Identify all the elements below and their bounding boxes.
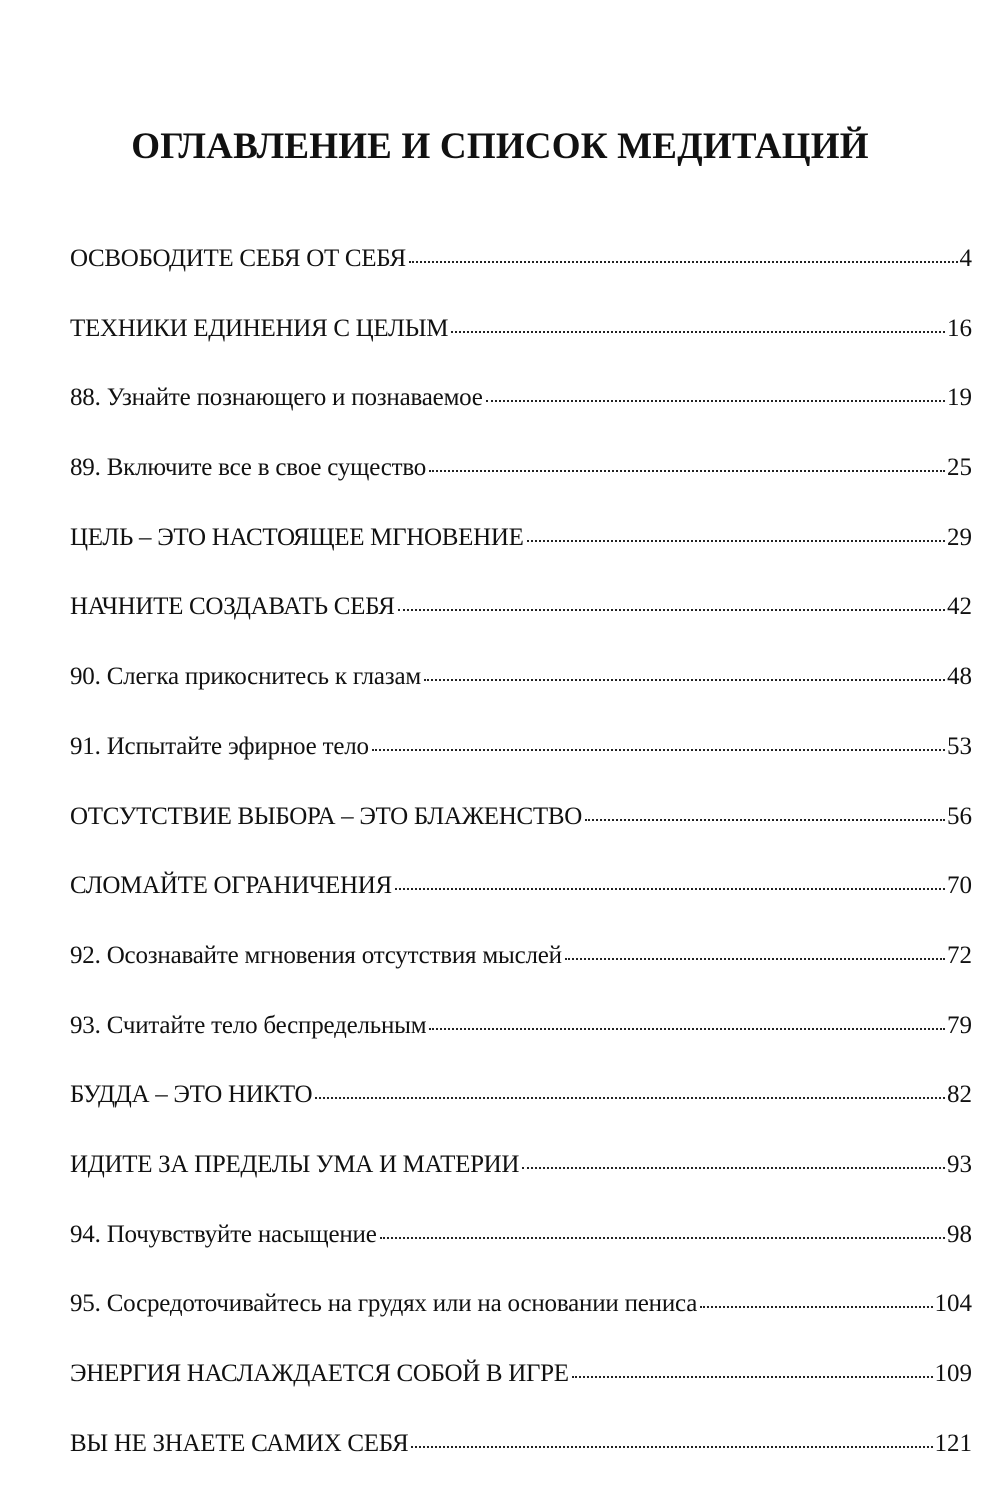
toc-entry[interactable]	[70, 316, 972, 386]
toc-page-number: 93	[947, 1150, 972, 1178]
toc-entry[interactable]	[70, 873, 972, 943]
toc-page-number: 56	[947, 802, 972, 830]
dot-leader	[572, 1376, 933, 1378]
toc-entry[interactable]	[70, 1082, 972, 1152]
toc-page-number: 121	[934, 1429, 972, 1457]
dot-leader	[424, 679, 945, 681]
toc-page-number: 48	[947, 663, 972, 691]
dot-leader	[486, 400, 945, 402]
toc-entry[interactable]	[70, 594, 972, 664]
toc-entry-label: ВЫ НЕ ЗНАЕТЕ САМИХ СЕБЯ	[70, 1429, 409, 1457]
toc-entry-label: 92. Осознавайте мгновения отсутствия мыслей	[70, 941, 562, 969]
toc-entry-label: 90. Слегка прикоснитесь к глазам	[70, 663, 421, 691]
toc-entry[interactable]	[70, 1013, 972, 1083]
toc-entry-label: 95. Сосредоточивайтесь на грудях или на основании пениса	[70, 1290, 698, 1318]
dot-leader	[527, 540, 945, 542]
dot-leader	[565, 958, 945, 960]
toc-entry-label: 94. Почувствуйте насыщение	[70, 1220, 377, 1248]
toc-entry[interactable]	[70, 734, 972, 804]
toc-page-number: 29	[947, 523, 972, 551]
dot-leader	[372, 749, 945, 751]
toc-entry[interactable]	[70, 664, 972, 734]
toc-entry[interactable]	[70, 246, 972, 316]
toc-entry-label: ОТСУТСТВИЕ ВЫБОРА – ЭТО БЛАЖЕНСТВО	[70, 802, 583, 830]
dot-leader	[700, 1306, 932, 1308]
toc-page-number: 16	[947, 314, 972, 342]
toc-page-number: 70	[947, 872, 972, 900]
toc-entry-label: 91. Испытайте эфирное тело	[70, 732, 369, 760]
dot-leader	[380, 1237, 945, 1239]
dot-leader	[429, 1028, 945, 1030]
toc-page-number: 72	[947, 941, 972, 969]
dot-leader	[398, 609, 945, 611]
dot-leader	[522, 1167, 945, 1169]
toc-entry-label: СЛОМАЙТЕ ОГРАНИЧЕНИЯ	[70, 872, 392, 900]
toc-entry[interactable]	[70, 525, 972, 595]
toc-entry-label: 89. Включите все в свое существо	[70, 454, 427, 482]
toc-page-number: 82	[947, 1081, 972, 1109]
toc-page-number: 98	[947, 1220, 972, 1248]
toc-page-number: 4	[959, 245, 972, 272]
toc-page-number: 109	[934, 1360, 972, 1387]
toc-page-number: 79	[947, 1011, 972, 1039]
toc-page-number: 42	[947, 593, 972, 621]
dot-leader	[395, 888, 945, 890]
toc-entry[interactable]	[70, 804, 972, 874]
toc-entry-label: ЦЕЛЬ – ЭТО НАСТОЯЩЕЕ МГНОВЕНИЕ	[70, 523, 524, 551]
toc-page-number: 25	[947, 454, 972, 482]
toc-entry-label: ЭНЕРГИЯ НАСЛАЖДАЕТСЯ СОБОЙ В ИГРЕ	[70, 1360, 569, 1387]
toc-entry[interactable]	[70, 1291, 972, 1361]
toc-entry-label: НАЧНИТЕ СОЗДАВАТЬ СЕБЯ	[70, 593, 395, 621]
dot-leader	[429, 470, 945, 472]
toc-entry-label: ОСВОБОДИТЕ СЕБЯ ОТ СЕБЯ	[70, 245, 406, 272]
dot-leader	[315, 1097, 945, 1099]
table-of-contents	[70, 246, 972, 1500]
toc-entry-label: ИДИТЕ ЗА ПРЕДЕЛЫ УМА И МАТЕРИИ	[70, 1150, 520, 1178]
toc-entry[interactable]	[70, 1152, 972, 1222]
toc-page-number: 19	[947, 384, 972, 412]
page-title: ОГЛАВЛЕНИЕ И СПИСОК МЕДИТАЦИЙ	[131, 126, 869, 167]
toc-entry[interactable]	[70, 1361, 972, 1431]
toc-entry[interactable]	[70, 455, 972, 525]
toc-entry-label: 93. Считайте тело беспредельным	[70, 1011, 427, 1039]
toc-entry[interactable]	[70, 1431, 972, 1501]
dot-leader	[409, 261, 958, 263]
toc-entry-label: БУДДА – ЭТО НИКТО	[70, 1081, 313, 1109]
toc-entry[interactable]	[70, 943, 972, 1013]
dot-leader	[411, 1446, 932, 1448]
toc-entry-label: ТЕХНИКИ ЕДИНЕНИЯ С ЦЕЛЫМ	[70, 314, 449, 342]
toc-page-number: 104	[934, 1290, 972, 1318]
toc-page-number: 53	[947, 732, 972, 760]
toc-entry-label: 88. Узнайте познающего и познаваемое	[70, 384, 483, 412]
dot-leader	[585, 819, 945, 821]
dot-leader	[451, 331, 945, 333]
toc-entry[interactable]	[70, 1222, 972, 1292]
toc-entry[interactable]	[70, 385, 972, 455]
